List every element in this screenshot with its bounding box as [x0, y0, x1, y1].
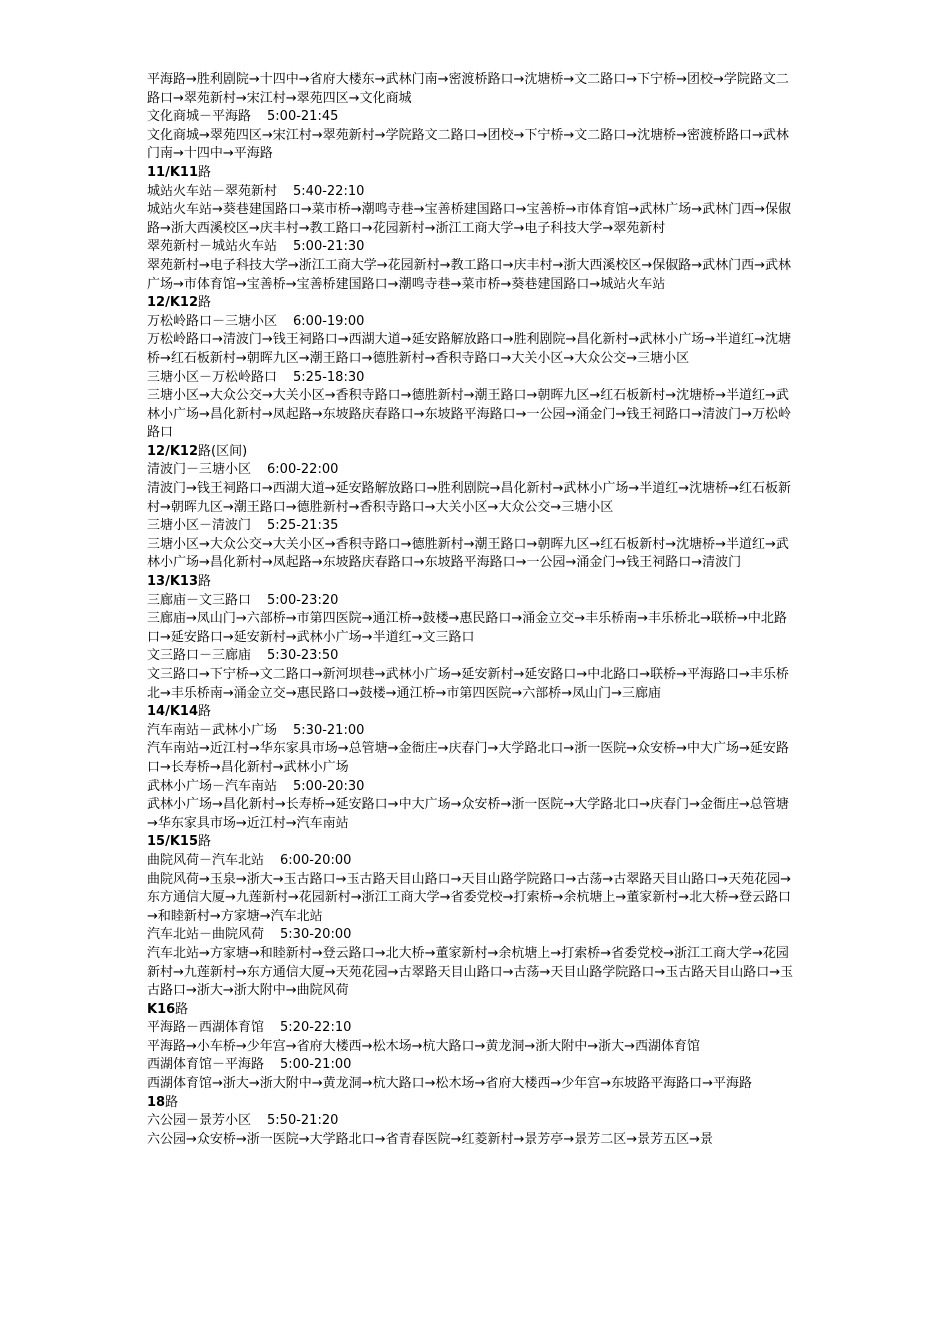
trip-time: 5:25-18:30	[293, 369, 365, 385]
trip-time: 5:00-23:20	[267, 592, 339, 608]
trip-time: 5:40-22:10	[293, 183, 365, 199]
route-suffix: 路	[198, 574, 212, 590]
route-heading	[147, 703, 799, 722]
trip-time: 5:50-21:20	[267, 1113, 339, 1129]
trip-title	[147, 852, 799, 871]
trip-time: 5:30-20:00	[280, 927, 352, 943]
route-section	[147, 1001, 799, 1094]
trip-title	[147, 1056, 799, 1075]
trip-title	[147, 1019, 799, 1038]
trip-endpoints: 城站火车站－翠苑新村	[147, 183, 278, 199]
trip-time: 5:30-23:50	[267, 648, 339, 664]
route-heading	[147, 1001, 799, 1020]
route-suffix: 路	[198, 704, 212, 720]
trip-endpoints: 曲院风荷－汽车北站	[147, 852, 265, 868]
trip-title	[147, 647, 799, 666]
trip-time: 5:25-21:35	[267, 518, 339, 534]
route-number: K16	[147, 1001, 176, 1017]
route-suffix: 路	[198, 164, 212, 180]
trip-stops: 六公园→众安桥→浙一医院→大学路北口→省青春医院→红菱新村→景芳亭→景芳二区→景芳五区→景	[147, 1131, 714, 1147]
trip-stops: 平海路→胜利剧院→十四中→省府大楼东→武林门南→密渡桥路口→沈塘桥→文二路口→下宁桥→团校→学院路文二路口→翠苑新村→宋江村→翠苑四区→文化商城	[147, 72, 789, 106]
trip-endpoints: 万松岭路口－三塘小区	[147, 313, 278, 329]
trip-title	[147, 778, 799, 797]
trip-endpoints: 三廊庙－文三路口	[147, 592, 252, 608]
trip-stops: 平海路→小车桥→少年宫→省府大楼西→松木场→杭大路口→黄龙洞→浙大附中→浙大→西湖体育馆	[147, 1038, 701, 1054]
route-heading	[147, 443, 799, 462]
trip-endpoints: 西湖体育馆－平海路	[147, 1057, 265, 1073]
route-suffix: 路	[175, 1001, 189, 1017]
trip-endpoints: 翠苑新村－城站火车站	[147, 239, 278, 255]
route-number: 11/K11	[147, 164, 199, 180]
route-number: 18	[147, 1094, 166, 1110]
trip-time: 5:00-21:30	[293, 239, 365, 255]
trip-stops: 汽车北站→方家塘→和睦新村→登云路口→北大桥→董家新村→余杭塘上→打索桥→省委党校→浙江工商大学→花园新村→九莲新村→东方通信大厦→天苑花园→古翠路天目山路口→古荡→天目山路学院路口→玉古路天目山路口→玉古路口→浙大→浙大附中→曲院风荷	[147, 945, 794, 999]
trip-endpoints: 平海路－西湖体育馆	[147, 1020, 265, 1036]
trip-title	[147, 722, 799, 741]
route-number: 14/K14	[147, 704, 199, 720]
trip-stops: 文化商城→翠苑四区→宋江村→翠苑新村→学院路文二路口→团校→下宁桥→文二路口→沈塘桥→密渡桥路口→武林门南→十四中→平海路	[147, 127, 789, 162]
trip-time: 5:00-21:45	[267, 109, 339, 125]
trip-title	[147, 517, 799, 536]
trip-endpoints: 文化商城－平海路	[147, 109, 252, 125]
timetable-page	[147, 71, 799, 1149]
route-number: 12/K12	[147, 443, 199, 459]
trip-endpoints: 清波门－三塘小区	[147, 462, 252, 478]
trip-endpoints: 三塘小区－万松岭路口	[147, 369, 278, 385]
route-section	[147, 573, 799, 703]
trip-title	[147, 461, 799, 480]
trip-stops: 曲院风荷→玉泉→浙大→玉古路口→玉古路天目山路口→天目山路学院路口→古荡→古翠路天目山路口→天苑花园→东方通信大厦→九莲新村→花园新村→浙江工商大学→省委党校→打索桥→余杭塘上→董家新村→北大桥→登云路口→和睦新村→方家塘→汽车北站	[147, 871, 792, 924]
trip-title	[147, 369, 799, 388]
trip-stops: 城站火车站→葵巷建国路口→菜市桥→潮鸣寺巷→宝善桥建国路口→宝善桥→市体育馆→武林广场→武林门西→保俶路→浙大西溪校区→庆丰村→教工路口→花园新村→浙江工商大学→电子科技大学→翠苑新村	[147, 202, 792, 236]
route-suffix: 路	[198, 834, 212, 850]
trip-stops: 三塘小区→大众公交→大关小区→香积寺路口→德胜新村→潮王路口→朝晖九区→红石板新村→沈塘桥→半道红→武林小广场→昌化新村→凤起路→东坡路庆春路口→东坡路平海路口→一公园→涌金门→钱王祠路口→清波门→万松岭路口	[147, 388, 792, 441]
route-suffix: 路	[198, 295, 212, 311]
trip-title	[147, 238, 799, 257]
trip-time: 6:00-19:00	[293, 313, 365, 329]
trip-endpoints: 三塘小区－清波门	[147, 518, 252, 534]
trip-title	[147, 1112, 799, 1131]
trip-endpoints: 汽车北站－曲院风荷	[147, 927, 265, 943]
trip-stops: 武林小广场→昌化新村→长寿桥→延安路口→中大广场→众安桥→浙一医院→大学路北口→庆春门→金衙庄→总管塘→华东家具市场→近江村→汽车南站	[147, 797, 789, 831]
route-heading	[147, 164, 799, 183]
trip-stops: 西湖体育馆→浙大→浙大附中→黄龙洞→杭大路口→松木场→省府大楼西→少年宫→东坡路平海路口→平海路	[147, 1076, 753, 1092]
trip-title	[147, 592, 799, 611]
route-suffix: 路	[165, 1094, 179, 1110]
route-heading	[147, 1094, 799, 1113]
route-number: 12/K12	[147, 295, 199, 311]
trip-endpoints: 汽车南站－武林小广场	[147, 722, 278, 738]
trip-time: 5:00-21:00	[280, 1057, 352, 1073]
trip-time: 5:00-20:30	[293, 778, 365, 794]
trip-stops: 翠苑新村→电子科技大学→浙江工商大学→花园新村→教工路口→庆丰村→浙大西溪校区→保俶路→武林门西→武林广场→市体育馆→宝善桥→宝善桥建国路口→潮鸣寺巷→菜市桥→葵巷建国路口→城站火车站	[147, 257, 792, 292]
trip-time: 6:00-20:00	[280, 852, 352, 868]
route-section	[147, 294, 799, 443]
route-heading	[147, 294, 799, 313]
trip-endpoints: 文三路口－三廊庙	[147, 648, 252, 664]
trip-time: 5:20-22:10	[280, 1020, 352, 1036]
trip-time: 5:30-21:00	[293, 722, 365, 738]
trip-endpoints: 武林小广场－汽车南站	[147, 778, 278, 794]
trip-title	[147, 926, 799, 945]
trip-title	[147, 108, 799, 127]
trip-stops: 文三路口→下宁桥→文二路口→新河坝巷→武林小广场→延安新村→延安路口→中北路口→联桥→平海路口→丰乐桥北→丰乐桥南→涌金立交→惠民路口→鼓楼→通江桥→市第四医院→六部桥→凤山门→三廊庙	[147, 667, 789, 701]
route-heading	[147, 833, 799, 852]
trip-stops: 清波门→钱王祠路口→西湖大道→延安路解放路口→胜利剧院→昌化新村→武林小广场→半道红→沈塘桥→红石板新村→朝晖九区→潮王路口→德胜新村→香积寺路口→大关小区→大众公交→三塘小区	[147, 481, 792, 515]
route-section	[147, 164, 799, 294]
route-section	[147, 703, 799, 833]
route-suffix: 路(区间)	[198, 443, 248, 459]
trip-stops: 万松岭路口→清波门→钱王祠路口→西湖大道→延安路解放路口→胜利剧院→昌化新村→武林小广场→半道红→沈塘桥→红石板新村→朝晖九区→潮王路口→德胜新村→香积寺路口→大关小区→大众公交→三塘小区	[147, 332, 792, 366]
trip-stops: 三廊庙→凤山门→六部桥→市第四医院→通江桥→鼓楼→惠民路口→涌金立交→丰乐桥南→丰乐桥北→联桥→中北路口→延安路口→延安新村→武林小广场→半道红→文三路口	[147, 611, 787, 645]
trip-endpoints: 六公园－景芳小区	[147, 1113, 252, 1129]
route-section	[147, 833, 799, 1000]
trip-title	[147, 313, 799, 332]
route-number: 13/K13	[147, 574, 199, 590]
trip-title	[147, 183, 799, 202]
route-section	[147, 443, 799, 573]
route-heading	[147, 573, 799, 592]
trip-stops: 三塘小区→大众公交→大关小区→香积寺路口→德胜新村→潮王路口→朝晖九区→红石板新村→沈塘桥→半道红→武林小广场→昌化新村→凤起路→东坡路庆春路口→东坡路平海路口→一公园→涌金门→钱王祠路口→清波门	[147, 536, 789, 571]
trip-stops: 汽车南站→近江村→华东家具市场→总管塘→金衙庄→庆春门→大学路北口→浙一医院→众安桥→中大广场→延安路口→长寿桥→昌化新村→武林小广场	[147, 741, 789, 775]
trip-time: 6:00-22:00	[267, 462, 339, 478]
route-list	[147, 71, 799, 1149]
route-number: 15/K15	[147, 834, 199, 850]
route-section	[147, 1094, 799, 1150]
